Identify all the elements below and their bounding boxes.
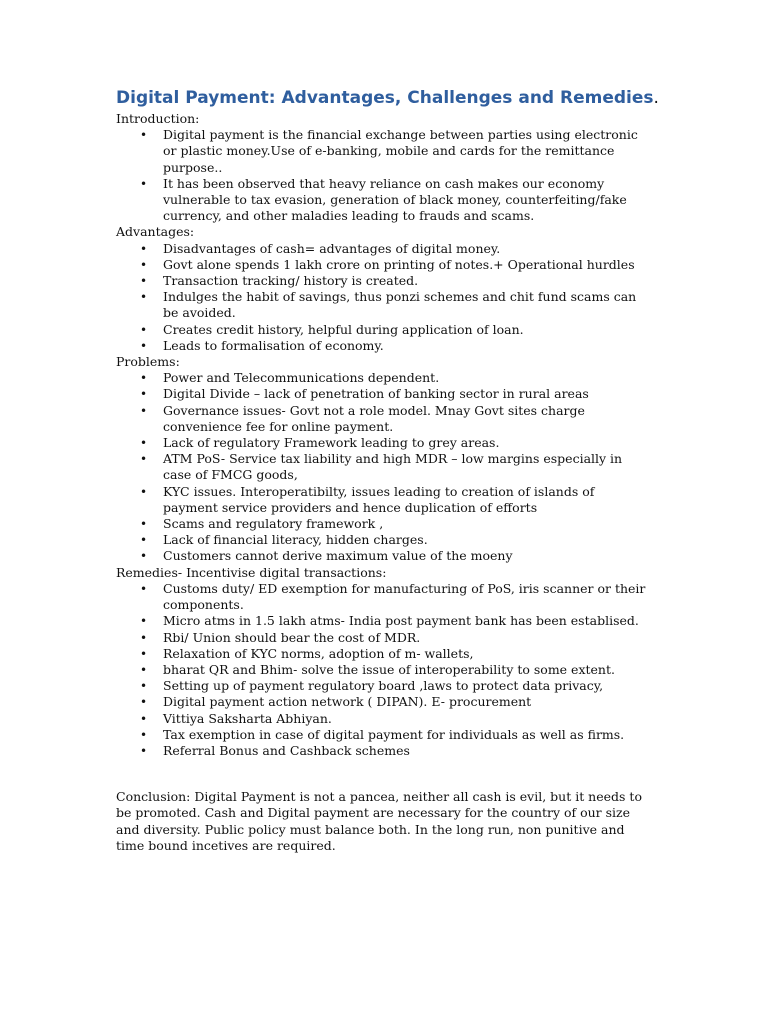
bullet-icon: • — [140, 679, 148, 694]
list-item — [116, 289, 653, 321]
list-item-text: Disadvantages of cash= advantages of digital money. — [163, 240, 501, 256]
list-item-text: Vittiya Saksharta Abhiyan. — [163, 710, 332, 726]
bullet-icon: • — [140, 533, 148, 548]
document-title — [116, 86, 668, 110]
bullet-icon: • — [140, 646, 148, 661]
list-item-text: Setting up of payment regulatory board ,laws to protect data privacy, — [163, 678, 604, 694]
bullet-icon: • — [140, 322, 148, 337]
list-item — [116, 484, 653, 516]
bullet-icon: • — [140, 403, 148, 418]
bullet-list — [116, 581, 668, 759]
bullet-icon: • — [140, 176, 148, 191]
list-item-text: KYC issues. Interoperatibilty, issues leading to creation of islands of payment service providers and hence duplication of efforts — [163, 483, 595, 515]
list-item-text: Customs duty/ ED exemption for manufacturing of PoS, iris scanner or their components. — [163, 580, 646, 613]
conclusion-paragraph: Conclusion: Digital Payment is not a pancea, neither all cash is evil, but it needs to be promoted. Cash and Digital payment are necessary for the country of our size and diversity. Public policy must balance both. In the long run, non punitive and time bound incetives are required. — [116, 789, 642, 853]
list-item — [116, 176, 653, 225]
bullet-list — [116, 127, 668, 224]
bullet-icon: • — [140, 371, 148, 386]
bullet-icon: • — [140, 338, 148, 353]
section-heading: Advantages: — [116, 224, 195, 240]
list-item-text: Indulges the habit of savings, thus ponzi schemes and chit fund scams can be avoided. — [163, 289, 637, 321]
bullet-icon: • — [140, 484, 148, 499]
list-item — [116, 581, 653, 613]
section-heading: Introduction: — [116, 111, 200, 126]
bullet-icon: • — [140, 711, 148, 726]
title-text: Digital Payment: Advantages, Challenges and Remedies — [116, 88, 654, 108]
list-item — [116, 273, 653, 289]
list-item — [116, 386, 653, 402]
list-item-text: Lack of regulatory Framework leading to grey areas. — [163, 435, 500, 451]
bullet-icon: • — [140, 581, 148, 596]
title-suffix: . — [653, 88, 659, 108]
bullet-icon: • — [140, 290, 148, 305]
bullet-icon: • — [140, 727, 148, 742]
list-item-text: Digital payment is the financial exchange between parties using electronic or plastic money.Use of e-banking, mobile and cards for the remittance purpose.. — [163, 127, 638, 175]
list-item — [116, 662, 653, 678]
bullet-icon: • — [140, 549, 148, 564]
bullet-icon: • — [140, 436, 148, 451]
list-item — [116, 451, 653, 483]
document-sections — [116, 111, 668, 759]
list-item-text: Rbi/ Union should bear the cost of MDR. — [163, 629, 421, 645]
list-item-text: Micro atms in 1.5 lakh atms- India post payment bank has been establised. — [163, 613, 639, 629]
bullet-icon: • — [140, 128, 148, 143]
list-item-text: Customers cannot derive maximum value of the moeny — [163, 548, 513, 564]
list-item-text: It has been observed that heavy reliance on cash makes our economy vulnerable to tax evasion, generation of black money, counterfeiting/fake currency, and other maladies leading to frauds and scams. — [163, 175, 627, 224]
bullet-icon: • — [140, 452, 148, 467]
list-item-text: Creates credit history, helpful during application of loan. — [163, 321, 524, 337]
list-item — [116, 727, 653, 743]
list-item-text: Digital Divide – lack of penetration of banking sector in rural areas — [163, 386, 589, 402]
bullet-list — [116, 370, 668, 564]
section-heading: Problems: — [116, 354, 180, 370]
bullet-icon: • — [140, 241, 148, 256]
bullet-icon: • — [140, 695, 148, 710]
bullet-list — [116, 241, 668, 354]
list-item — [116, 435, 653, 451]
list-item — [116, 322, 653, 338]
list-item — [116, 694, 653, 710]
list-item-text: Governance issues- Govt not a role model. Mnay Govt sites charge convenience fee for online payment. — [163, 402, 585, 434]
list-item-text: Govt alone spends 1 lakh crore on printing of notes.+ Operational hurdles — [163, 256, 635, 272]
list-item — [116, 613, 653, 629]
bullet-icon: • — [140, 257, 148, 272]
list-item — [116, 646, 653, 662]
section-spacer — [116, 759, 668, 789]
list-item-text: Relaxation of KYC norms, adoption of m- wallets, — [163, 645, 474, 661]
bullet-icon: • — [140, 387, 148, 402]
list-item-text: Scams and regulatory framework , — [163, 516, 384, 532]
bullet-icon: • — [140, 662, 148, 677]
list-item-text: Leads to formalisation of economy. — [163, 337, 384, 353]
list-item-text: ATM PoS- Service tax liability and high MDR – low margins especially in case of FMCG goods, — [163, 451, 623, 483]
list-item — [116, 532, 653, 548]
list-item — [116, 743, 653, 759]
list-item — [116, 548, 653, 564]
bullet-icon: • — [140, 517, 148, 532]
section-heading: Remedies- Incentivise digital transactions: — [116, 564, 387, 580]
list-item — [116, 403, 653, 435]
list-item — [116, 370, 653, 386]
list-item — [116, 516, 653, 532]
list-item — [116, 338, 653, 354]
list-item-text: Tax exemption in case of digital payment for individuals as well as firms. — [163, 726, 625, 742]
list-item — [116, 127, 653, 176]
list-item-text: Power and Telecommunications dependent. — [163, 370, 440, 386]
list-item-text: Lack of financial literacy, hidden charges. — [163, 532, 428, 548]
list-item — [116, 257, 653, 273]
list-item — [116, 711, 653, 727]
list-item-text: Digital payment action network ( DIPAN). E- procurement — [163, 694, 532, 710]
list-item-text: Transaction tracking/ history is created. — [163, 273, 419, 289]
bullet-icon: • — [140, 743, 148, 758]
list-item — [116, 241, 653, 257]
bullet-icon: • — [140, 630, 148, 645]
bullet-icon: • — [140, 614, 148, 629]
list-item-text: bharat QR and Bhim- solve the issue of interoperability to some extent. — [163, 661, 615, 677]
list-item-text: Referral Bonus and Cashback schemes — [163, 742, 410, 758]
list-item — [116, 678, 653, 694]
list-item — [116, 630, 653, 646]
bullet-icon: • — [140, 274, 148, 289]
